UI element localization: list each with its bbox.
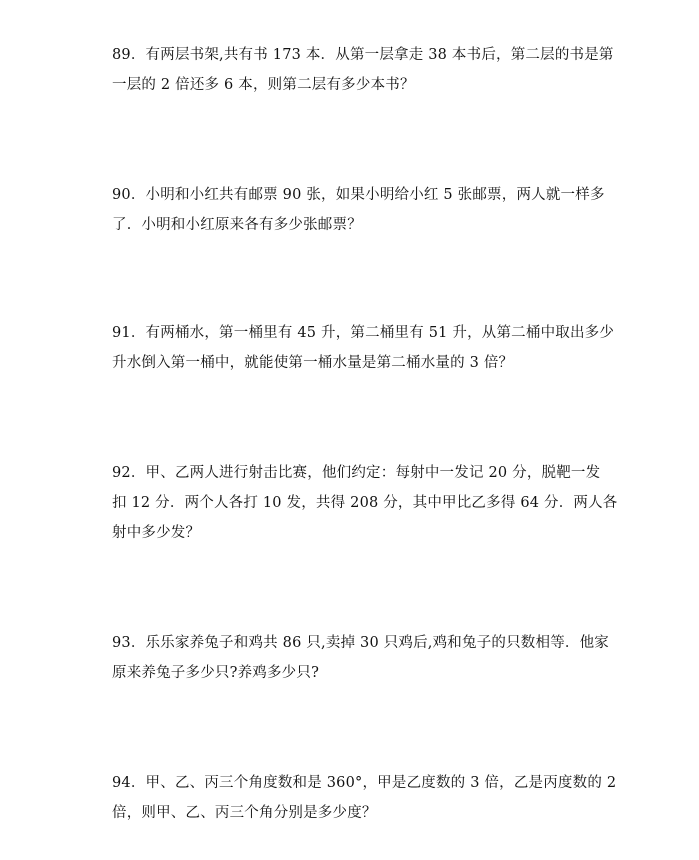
problem-91-line-2: 升水倒入第一桶中，就能使第一桶水量是第二桶水量的 3 倍？	[112, 355, 514, 371]
problem-90-line-2: 了．小明和小红原来各有多少张邮票？	[112, 217, 362, 233]
problem-92	[112, 458, 618, 548]
problem-94-line-1: 94．甲、乙、丙三个角度数和是 360°，甲是乙度数的 3 倍，乙是丙度数的 2	[112, 775, 617, 791]
problem-91	[112, 318, 615, 378]
problem-89-line-1: 89．有两层书架,共有书 173 本．从第一层拿走 38 本书后，第二层的书是第	[112, 47, 614, 63]
problem-92-line-3: 射中多少发？	[112, 525, 201, 541]
problem-94-line-2: 倍，则甲、乙、丙三个角分别是多少度？	[112, 805, 377, 821]
problem-89	[112, 40, 614, 100]
problem-92-line-1: 92．甲、乙两人进行射击比赛，他们约定：每射中一发记 20 分，脱靶一发	[112, 465, 601, 481]
problem-89-line-2: 一层的 2 倍还多 6 本，则第二层有多少本书？	[112, 77, 415, 93]
problem-90	[112, 180, 605, 240]
problem-90-line-1: 90．小明和小红共有邮票 90 张，如果小明给小红 5 张邮票，两人就一样多	[112, 187, 605, 203]
problem-94	[112, 768, 617, 828]
problem-92-line-2: 扣 12 分．两个人各打 10 发，共得 208 分，其中甲比乙多得 64 分．两人各	[112, 495, 618, 511]
problem-93-line-1: 93．乐乐家养兔子和鸡共 86 只,卖掉 30 只鸡后,鸡和兔子的只数相等．他家	[112, 635, 610, 651]
problem-93	[112, 628, 610, 688]
problem-91-line-1: 91．有两桶水，第一桶里有 45 升，第二桶里有 51 升，从第二桶中取出多少	[112, 325, 615, 341]
problem-93-line-2: 原来养兔子多少只?养鸡多少只?	[112, 665, 320, 681]
